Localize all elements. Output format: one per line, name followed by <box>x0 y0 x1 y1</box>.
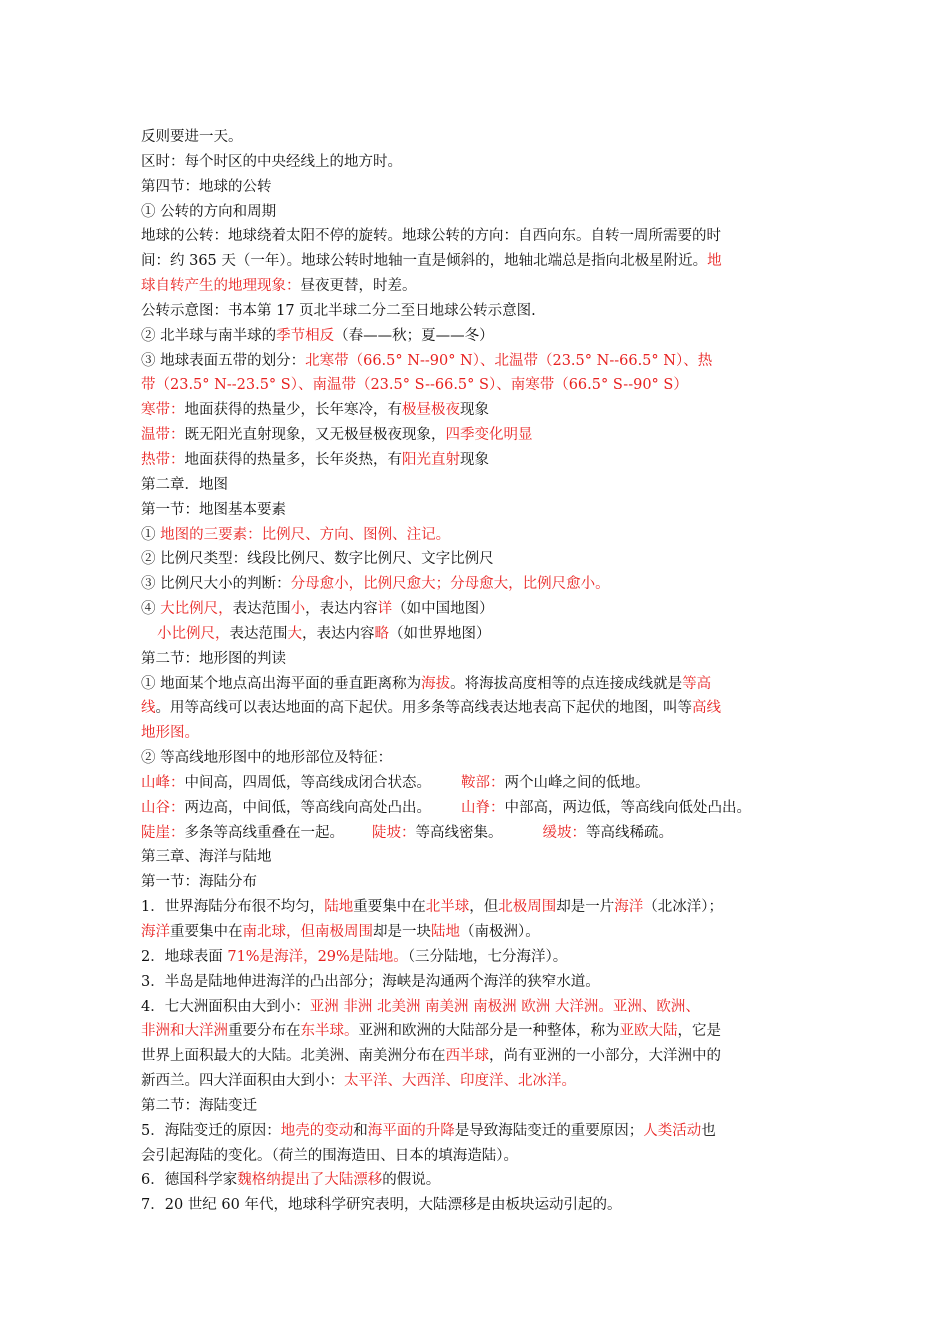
body-text: 第三章、海洋与陆地 <box>141 849 272 866</box>
highlight-text: 地壳的变动 <box>280 1122 354 1139</box>
body-text: 世界上面积最大的大陆。北美洲、南美洲分布在 <box>141 1048 446 1065</box>
body-text: ① <box>141 526 161 543</box>
body-text: 现象 <box>460 402 489 419</box>
text-line <box>141 224 831 249</box>
body-text: 。将海拔高度相等的点连接成线就是 <box>450 675 683 692</box>
text-line <box>141 448 831 473</box>
body-text: ，表达内容 <box>302 625 375 642</box>
highlight-text: 略 <box>374 625 389 642</box>
highlight-text: 陡崖： <box>141 824 185 841</box>
highlight-text: 热带： <box>141 451 185 468</box>
text-line <box>141 1144 831 1169</box>
body-text: 反则要进一天。 <box>141 129 243 145</box>
text-line <box>141 398 831 423</box>
body-text: ，表达内容 <box>305 601 378 618</box>
body-text: 区时：每个时区的中央经线上的地方时。 <box>141 153 402 170</box>
highlight-text: 东半球。 <box>300 1023 359 1040</box>
text-line <box>141 324 831 349</box>
body-text: 6．德国科学家 <box>141 1172 238 1189</box>
body-text: 表达范围 <box>229 625 288 642</box>
body-text: 间：约 365 天（一年）。地球公转时地轴一直是倾斜的，地轴北端总是指向北极星附近。 <box>141 253 708 270</box>
body-text: 既无阳光直射现象，又无极昼极夜现象， <box>184 427 446 444</box>
text-line <box>141 870 831 895</box>
text-line <box>141 1094 831 1119</box>
highlight-text: 山峰： <box>141 774 185 791</box>
highlight-text: 海平面的升降 <box>367 1122 455 1139</box>
body-text: 两个山峰之间的低地。 <box>504 774 650 791</box>
body-text: 地面获得的热量多，长年炎热，有 <box>184 451 402 468</box>
highlight-text: 地形图。 <box>141 725 199 742</box>
body-text: ② 北半球与南半球的 <box>141 327 277 344</box>
highlight-text: 陆地 <box>431 924 460 940</box>
body-text: ，但 <box>469 899 499 916</box>
highlight-text: 小比例尺， <box>157 625 230 642</box>
text-line <box>141 498 831 523</box>
highlight-text: 71%是海洋，29%是陆地。 <box>227 948 408 965</box>
text-line <box>141 845 831 870</box>
text-line <box>141 373 831 398</box>
body-text: 。用等高线可以表达地面的高下起伏。用多条等高线表达地表高下起伏的地图，叫等 <box>155 700 692 717</box>
highlight-text: 分母愈小，比例尺愈大；分母愈大，比例尺愈小。 <box>290 576 610 593</box>
text-line <box>141 572 831 597</box>
body-text: （北冰洋）； <box>643 899 723 916</box>
text-line <box>141 150 831 175</box>
highlight-text: 带（23.5° N--23.5° S）、南温带（23.5° S--66.5° S）、南寒带（66.5° S--90° S） <box>141 377 688 394</box>
highlight-text: 极昼极夜 <box>402 402 460 419</box>
text-line <box>141 721 831 746</box>
body-text: ① 公转的方向和周期 <box>141 203 277 220</box>
text-line <box>141 746 831 771</box>
highlight-text: 非洲和大洋洲 <box>141 1023 228 1040</box>
highlight-text: 北寒带（66.5° N--90° N）、北温带（23.5° N--66.5° N）、热 <box>305 352 713 369</box>
document-page <box>141 125 831 1218</box>
highlight-text: 南北球，但南极周围 <box>242 924 373 940</box>
text-line <box>141 299 831 324</box>
highlight-text: 详 <box>377 601 393 618</box>
body-text: ④ <box>141 601 161 618</box>
text-line <box>141 796 831 821</box>
highlight-text: 缓坡： <box>542 824 586 841</box>
highlight-text: 亚欧大陆 <box>619 1023 678 1040</box>
text-line <box>141 945 831 970</box>
highlight-text: 线 <box>141 700 156 717</box>
body-text: 却是一块 <box>373 924 431 940</box>
text-line <box>141 1168 831 1193</box>
highlight-text: 山谷： <box>141 799 185 816</box>
body-text: 4．七大洲面积由大到小： <box>141 998 310 1015</box>
text-line <box>141 1193 831 1218</box>
highlight-text: 高线 <box>692 700 721 717</box>
body-text: 是导致海陆变迁的重要原因； <box>454 1122 644 1139</box>
text-line <box>141 920 831 945</box>
text-line <box>141 125 831 150</box>
body-text: 第四节：地球的公转 <box>141 178 272 195</box>
text-line <box>141 200 831 225</box>
highlight-text: 山脊： <box>461 799 505 816</box>
body-text: ① 地面某个地点高出海平面的垂直距离称为 <box>141 675 422 692</box>
highlight-text: 北半球 <box>425 899 470 916</box>
highlight-text: 球自转产生的地理现象： <box>141 278 301 295</box>
highlight-text: 地 <box>707 253 722 270</box>
text-line <box>141 821 831 846</box>
body-text: 地球的公转：地球绕着太阳不停的旋转。地球公转的方向：自西向东。自转一周所需要的时 <box>141 228 721 245</box>
body-text: ，它是 <box>677 1023 721 1040</box>
body-text: 第二节：地形图的判读 <box>141 650 286 667</box>
body-text: 却是一片 <box>556 899 615 916</box>
body-text: 第一节：海陆分布 <box>141 874 257 891</box>
highlight-text: 寒带： <box>141 402 185 419</box>
text-line <box>141 423 831 448</box>
body-text: （南极洲）。 <box>460 924 540 940</box>
body-text: 中部高，两边低，等高线向低处凸出。 <box>504 799 751 816</box>
highlight-text: 西半球 <box>445 1048 489 1065</box>
body-text: 地面获得的热量少，长年寒冷，有 <box>184 402 402 419</box>
highlight-text: 四季变化明显 <box>445 427 533 444</box>
highlight-text: 季节相反 <box>276 327 335 344</box>
body-text: 现象 <box>460 451 489 468</box>
body-text: 中间高，四周低，等高线成闭合状态。 <box>184 774 431 791</box>
text-line <box>141 349 831 374</box>
text-line <box>141 249 831 274</box>
text-line <box>141 274 831 299</box>
text-line <box>141 1119 831 1144</box>
body-text: 2．地球表面 <box>141 948 228 965</box>
body-text: 的假说。 <box>382 1172 441 1189</box>
highlight-text: 温带： <box>141 427 185 444</box>
body-text: 和 <box>353 1122 368 1139</box>
body-text: 7．20 世纪 60 年代，地球科学研究表明，大陆漂移是由板块运动引起的。 <box>141 1197 622 1214</box>
text-line <box>141 995 831 1020</box>
highlight-text: 海拔 <box>421 675 451 692</box>
body-text: 第一节：地图基本要素 <box>141 501 286 518</box>
body-text: 表达范围 <box>232 601 291 618</box>
body-text: 3．半岛是陆地伸进海洋的凸出部分；海峡是沟通两个海洋的狭窄水道。 <box>141 973 600 990</box>
text-line <box>141 647 831 672</box>
body-text: 等高线稀疏。 <box>586 824 673 841</box>
body-text: ② 比例尺类型：线段比例尺、数字比例尺、文字比例尺 <box>141 551 494 568</box>
body-text: 多条等高线重叠在一起。 <box>184 824 344 841</box>
body-text: 重要集中在 <box>353 899 426 916</box>
text-line <box>141 771 831 796</box>
text-line <box>141 547 831 572</box>
body-text: ，尚有亚洲的一小部分，大洋洲中的 <box>489 1048 721 1065</box>
highlight-text: 鞍部： <box>461 774 505 791</box>
highlight-text: 小 <box>290 601 306 618</box>
body-text: 重要集中在 <box>170 924 243 940</box>
body-text: 5．海陆变迁的原因： <box>141 1122 281 1139</box>
body-text: 公转示意图：书本第 17 页北半球二分二至日地球公转示意图. <box>141 302 536 319</box>
highlight-text: 人类活动 <box>643 1122 702 1139</box>
body-text: 等高线密集。 <box>415 824 503 841</box>
body-text: 第二节：海陆变迁 <box>141 1097 257 1114</box>
highlight-text: 北极周围 <box>498 899 557 916</box>
body-text: 1．世界海陆分布很不均匀， <box>141 899 325 916</box>
highlight-text: 海洋 <box>614 899 644 916</box>
body-text: （春——秋；夏——冬） <box>334 327 494 344</box>
text-line <box>141 672 831 697</box>
body-text: ③ 地球表面五带的划分： <box>141 352 306 369</box>
text-line <box>141 597 831 622</box>
highlight-text: 地图的三要素：比例尺、方向、图例、注记。 <box>160 526 451 543</box>
text-line <box>141 1069 831 1094</box>
text-line <box>141 523 831 548</box>
highlight-text: 陡坡： <box>372 824 416 841</box>
body-text: 会引起海陆的变化。（荷兰的围海造田、日本的填海造陆）。 <box>141 1147 518 1164</box>
text-line <box>141 1019 831 1044</box>
highlight-text: 阳光直射 <box>402 451 460 468</box>
body-text: （如中国地图） <box>392 601 494 618</box>
body-text: 重要分布在 <box>228 1023 301 1040</box>
text-line <box>141 473 831 498</box>
body-text: 亚洲和欧洲的大陆部分是一种整体，称为 <box>358 1023 620 1040</box>
body-text: （三分陆地，七分海洋）。 <box>407 948 568 965</box>
highlight-text: 亚洲 非洲 北美洲 南美洲 南极洲 欧洲 大洋洲。亚洲、欧洲、 <box>309 998 700 1015</box>
text-line <box>141 970 831 995</box>
highlight-text: 等高 <box>682 675 712 692</box>
highlight-text: 陆地 <box>324 899 354 916</box>
text-line <box>141 895 831 920</box>
body-text: ③ 比例尺大小的判断： <box>141 576 291 593</box>
text-line <box>141 1044 831 1069</box>
highlight-text: 太平洋、大西洋、印度洋、北冰洋。 <box>344 1073 576 1090</box>
text-line <box>141 175 831 200</box>
body-text: ② 等高线地形图中的地形部位及特征： <box>141 750 393 767</box>
highlight-text: 大 <box>287 625 302 642</box>
body-text: （如世界地图） <box>389 625 491 642</box>
body-text: 昼夜更替，时差。 <box>300 278 417 295</box>
highlight-text: 海洋 <box>141 924 170 940</box>
body-text: 新西兰。四大洋面积由大到小： <box>141 1073 344 1090</box>
body-text: 也 <box>701 1122 716 1139</box>
highlight-text: 大比例尺， <box>160 601 233 618</box>
text-line <box>141 622 831 647</box>
body-text: 第二章．地图 <box>141 476 228 493</box>
text-line <box>141 696 831 721</box>
highlight-text: 魏格纳提出了大陆漂移 <box>237 1172 383 1189</box>
body-text: 两边高，中间低，等高线向高处凸出。 <box>184 799 431 816</box>
